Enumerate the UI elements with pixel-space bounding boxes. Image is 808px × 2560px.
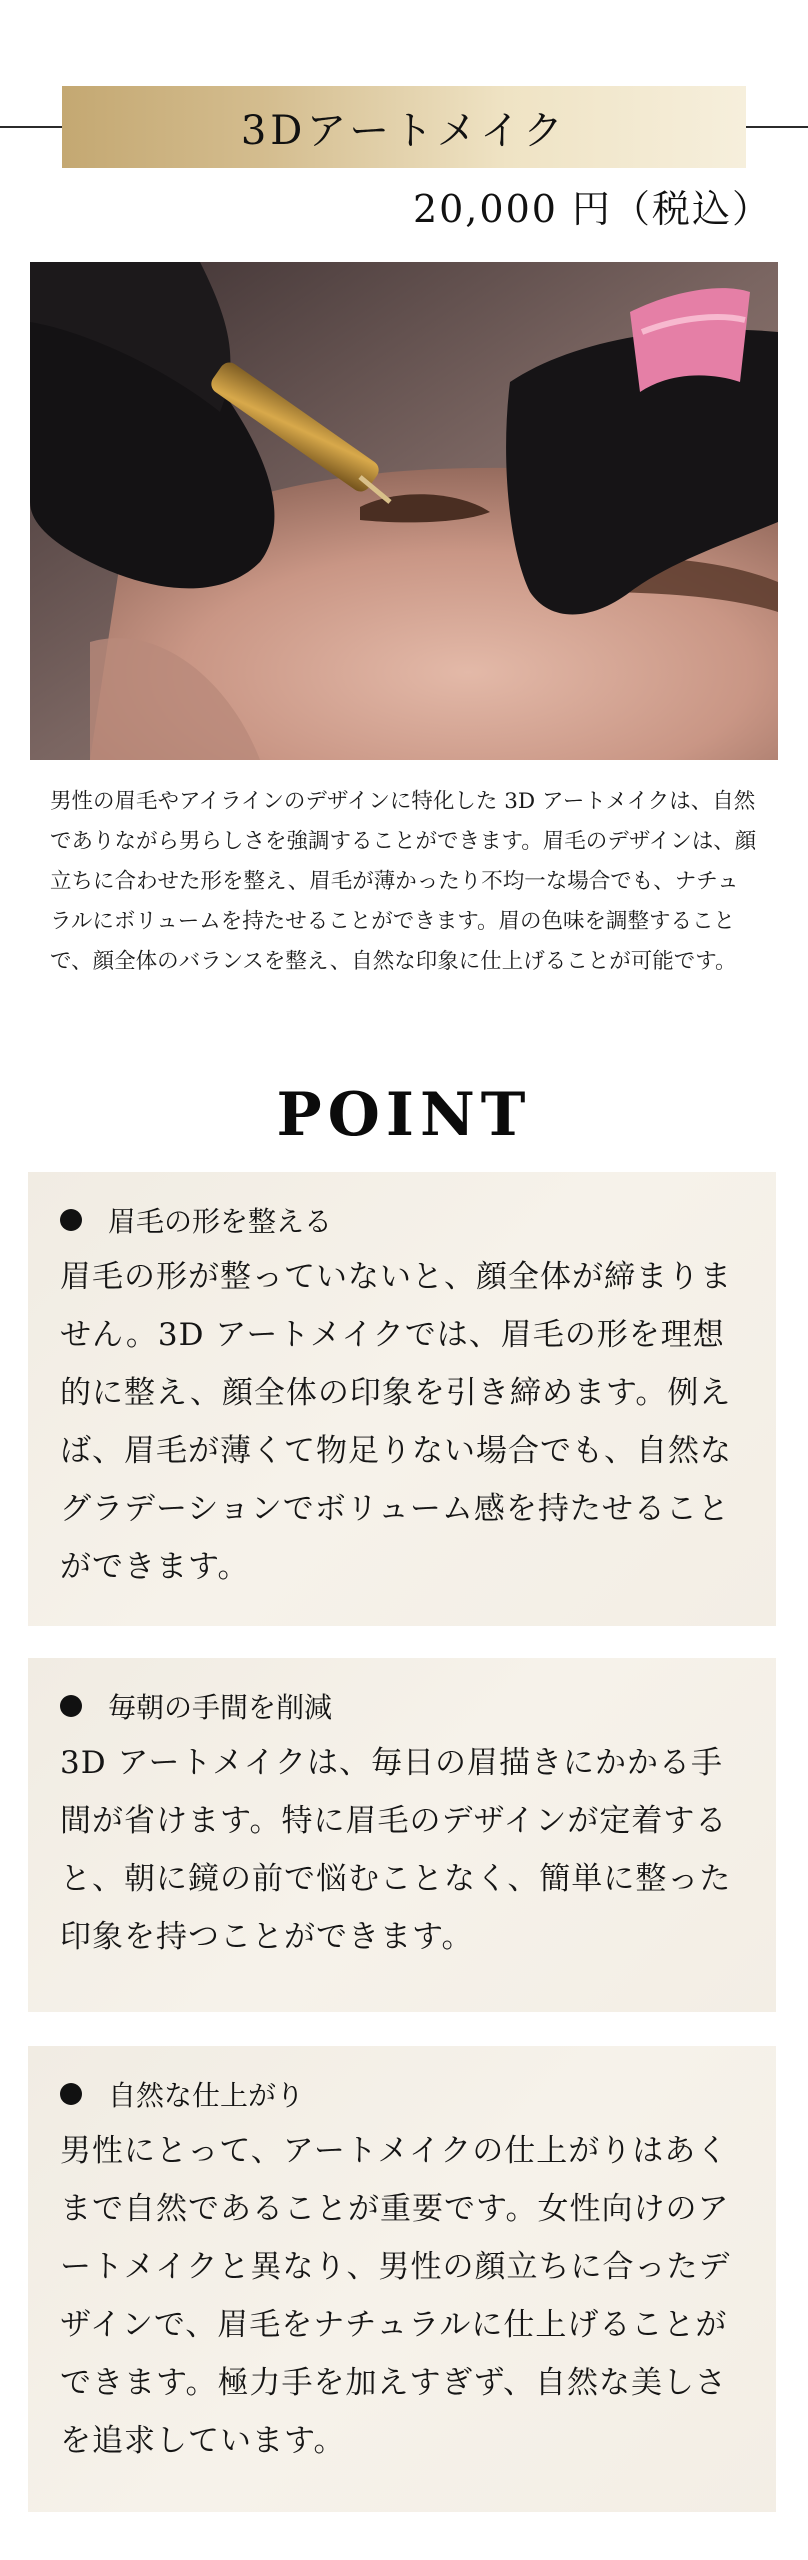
point-title: 自然な仕上がり (108, 2079, 305, 2112)
bullet-icon (60, 1695, 82, 1717)
point-card (28, 1658, 776, 2012)
bullet-icon (60, 1209, 82, 1231)
point-title: 毎朝の手間を削減 (108, 1691, 333, 1724)
point-title: 眉毛の形を整える (108, 1205, 333, 1238)
title-banner (62, 86, 746, 168)
point-card-title (60, 2072, 744, 2116)
point-card (28, 2046, 776, 2512)
eyebrow-tattoo-photo (30, 262, 778, 760)
price-label: 20,000 円（税込） (412, 187, 772, 231)
point-body: 男性にとって、アートメイクの仕上がりはあくまで自然であることが重要です。女性向けのアートメイクと異なり、男性の顔立ちに合ったデザインで、眉毛をナチュラルに仕上げることができます。極力手を加えすぎず、自然な美しさを追求しています。 (60, 2133, 731, 2459)
point-heading: POINT (276, 1080, 532, 1150)
intro-text: 男性の眉毛やアイラインのデザインに特化した 3D アートメイクは、自然でありながら男らしさを強調することができます。眉毛のデザインは、顔立ちに合わせた形を整え、眉毛が薄かったり不均一な場合でも、ナチュラルにボリュームを持たせることができます。眉の色味を調整することで、顔全体のバランスを整え、自然な印象に仕上げることが可能です。 (50, 789, 757, 974)
bullet-icon (60, 2083, 82, 2105)
page-title: 3Dアートメイク (240, 107, 568, 154)
point-card-title (60, 1684, 744, 1728)
point-body: 眉毛の形が整っていないと、顔全体が締まりません。3D アートメイクでは、眉毛の形を理想的に整え、顔全体の印象を引き締めます。例えば、眉毛が薄くて物足りない場合でも、自然なグラデーションでボリューム感を持たせることができます。 (60, 1259, 732, 1585)
point-card (28, 1172, 776, 1626)
point-card-title (60, 1198, 744, 1242)
point-body: 3D アートメイクは、毎日の眉描きにかかる手間が省けます。特に眉毛のデザインが定着すると、朝に鏡の前で悩むことなく、簡単に整った印象を持つことができます。 (60, 1745, 732, 1955)
header (0, 0, 808, 230)
